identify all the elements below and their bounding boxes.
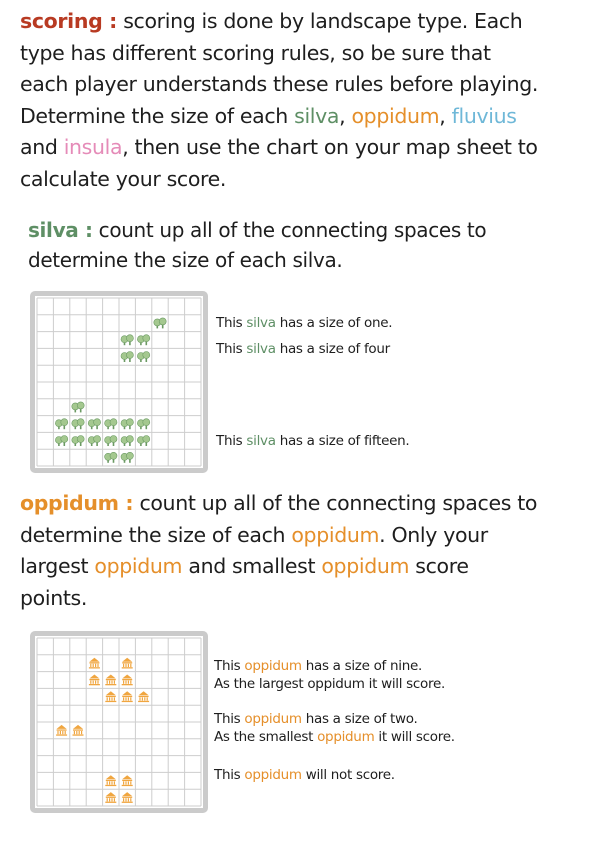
building-icon — [56, 725, 67, 736]
building-icon — [89, 658, 100, 669]
tree-icon — [105, 436, 117, 447]
building-icon — [73, 725, 84, 736]
tree-icon — [137, 419, 149, 430]
oppidum-heading: oppidum : — [20, 491, 134, 515]
oppidum-caption-nine: This oppidum has a size of nine. As the largest oppidum it will score. — [214, 658, 445, 692]
scoring-paragraph: scoring : scoring is done by landscape type. Each type has different scoring rules, so be sure that each player understands these rules before playing. Determine the size of each silva, oppidum, fluvius and insula, then use the chart on your map sheet to calculate your score. — [20, 9, 539, 191]
building-icon — [122, 691, 133, 702]
keyword-fluvius: fluvius — [451, 103, 517, 128]
silva-caption-four: This silva has a size of four — [216, 341, 390, 357]
building-icon — [89, 675, 100, 686]
tree-icon — [105, 419, 117, 430]
tree-icon — [137, 352, 149, 363]
tree-icon — [72, 419, 84, 430]
building-icon — [138, 691, 149, 702]
tree-icon — [121, 436, 133, 447]
oppidum-caption-two: This oppidum has a size of two. As the smallest oppidum it will score. — [214, 711, 455, 745]
tree-icon — [137, 335, 149, 346]
tree-icon — [137, 436, 149, 447]
oppidum-example-grid — [30, 631, 208, 813]
keyword-silva: silva — [294, 103, 340, 128]
silva-caption-fifteen: This silva has a size of fifteen. — [216, 433, 410, 449]
building-icon — [105, 675, 116, 686]
building-icon — [105, 792, 116, 803]
building-icon — [105, 691, 116, 702]
tree-icon — [154, 318, 166, 329]
silva-paragraph: silva : count up all of the connecting spaces to determine the size of each silva. — [28, 218, 487, 272]
tree-icon — [88, 436, 100, 447]
keyword-oppidum: oppidum — [351, 103, 440, 128]
tree-icon — [72, 402, 84, 413]
silva-grid-svg — [35, 296, 203, 468]
tree-icon — [121, 335, 133, 346]
tree-icon — [121, 419, 133, 430]
oppidum-grid-svg — [35, 636, 203, 808]
building-icon — [122, 675, 133, 686]
building-icon — [122, 658, 133, 669]
silva-heading: silva : — [28, 218, 93, 242]
tree-icon — [105, 452, 117, 463]
oppidum-paragraph: oppidum : count up all of the connecting spaces to determine the size of each oppidum. Only your largest oppidum and smallest oppidum score points. — [20, 491, 538, 610]
tree-icon — [88, 419, 100, 430]
building-icon — [122, 775, 133, 786]
tree-icon — [55, 419, 67, 430]
tree-icon — [72, 436, 84, 447]
scoring-heading: scoring : — [20, 9, 118, 33]
tree-icon — [55, 436, 67, 447]
tree-icon — [121, 352, 133, 363]
building-icon — [122, 792, 133, 803]
building-icon — [105, 775, 116, 786]
silva-example-grid — [30, 291, 208, 473]
tree-icon — [121, 452, 133, 463]
keyword-insula: insula — [63, 135, 123, 159]
oppidum-caption-no-score: This oppidum will not score. — [214, 767, 395, 783]
silva-caption-one: This silva has a size of one. — [216, 315, 393, 331]
